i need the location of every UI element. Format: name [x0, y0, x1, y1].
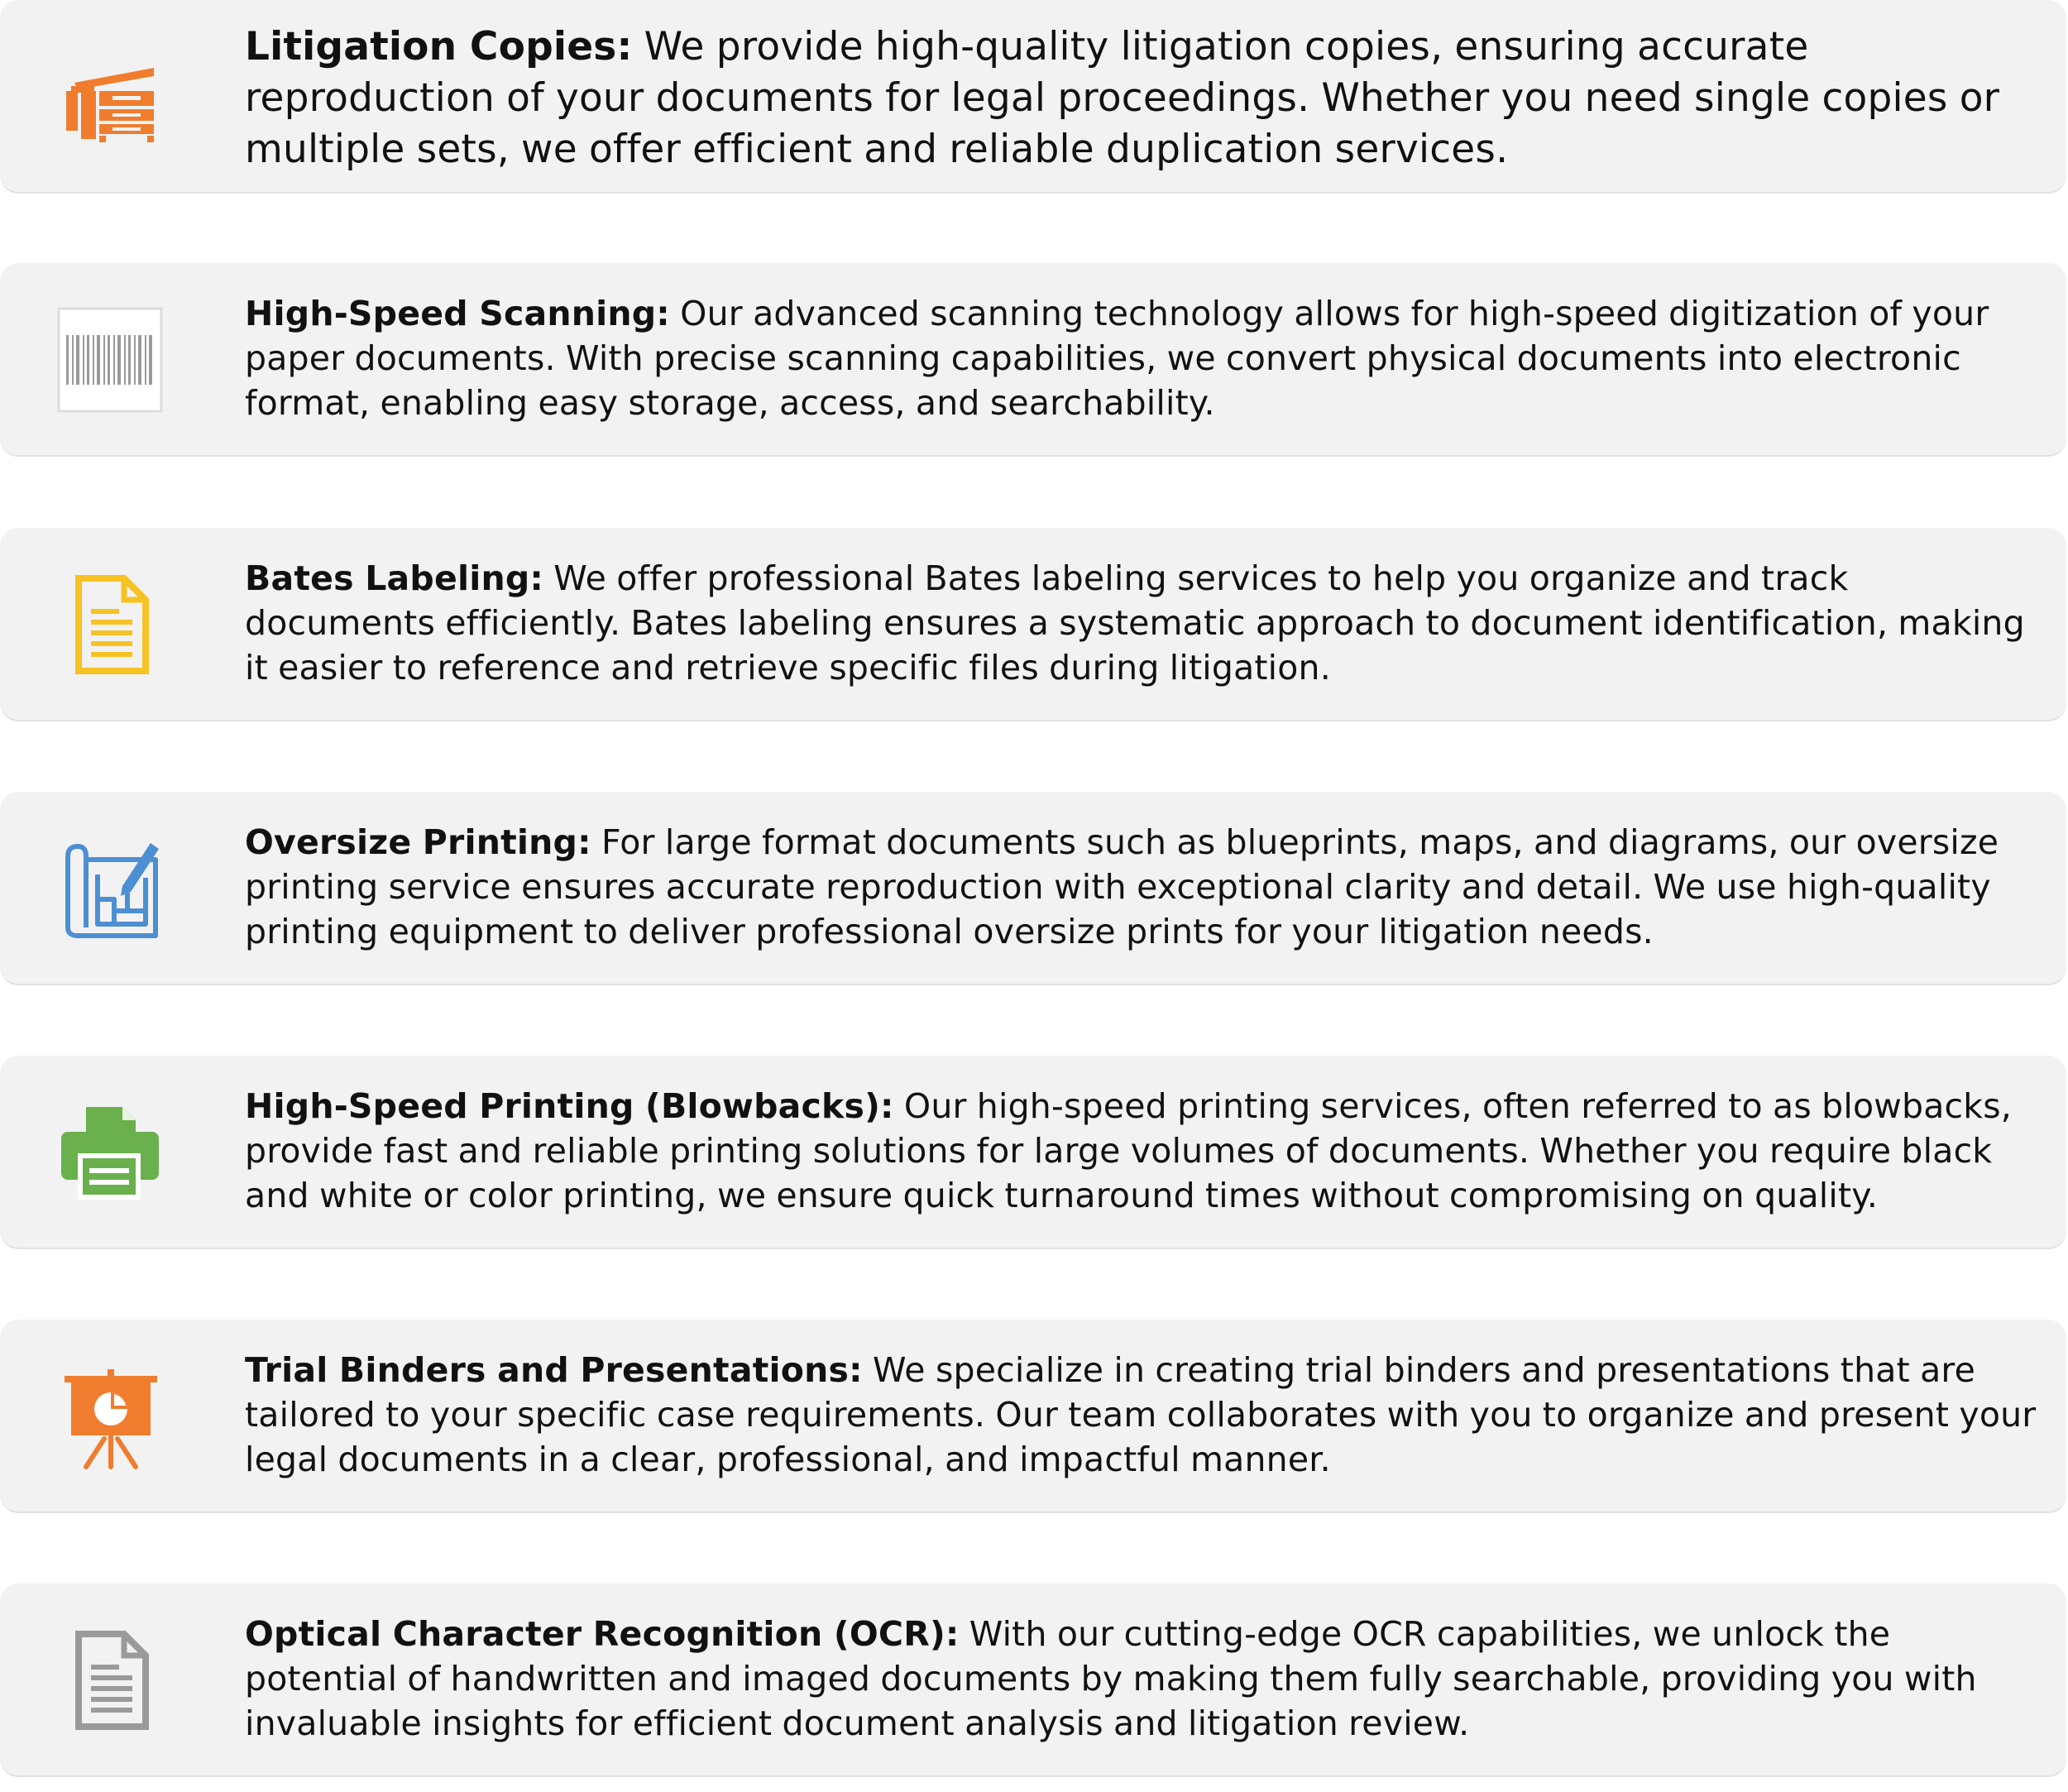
service-text — [245, 22, 2042, 175]
printer-icon — [56, 1099, 164, 1206]
service-title: Bates Labeling: — [245, 558, 543, 598]
text-file-icon — [56, 1627, 164, 1734]
service-title: High-Speed Scanning: — [245, 294, 670, 333]
service-card-bates-labeling — [0, 528, 2066, 721]
service-card-litigation-copies — [0, 0, 2066, 194]
service-card-high-speed-printing — [0, 1056, 2066, 1249]
blueprint-icon — [56, 835, 164, 942]
service-description: We offer professional Bates labeling services to help you organize and track documents efficiently. Bates labeling ensures a systematic approach to document identification, making it easier to reference and retrieve specific files during litigation. — [245, 558, 2025, 688]
service-description: Our high-speed printing services, often referred to as blowbacks, provide fast and reliable printing solutions for large volumes of documents. Whether you require black and white or color printing, we ensure quick turnaround times without compromising on quality. — [245, 1086, 2013, 1215]
service-description: We specialize in creating trial binders and presentations that are tailored to your specific case requirements. Our team collaborates with you to organize and present your legal documents in a clear, professional, and impactful manner. — [245, 1350, 2037, 1479]
presentation-icon — [56, 1363, 164, 1470]
service-text — [245, 291, 2042, 425]
service-text — [245, 820, 2042, 954]
copier-icon — [56, 43, 164, 151]
service-card-ocr — [0, 1584, 2066, 1777]
service-text — [245, 1612, 2042, 1746]
service-description: Our advanced scanning technology allows for high-speed digitization of your paper documents. With precise scanning capabilities, we convert physical documents into electronic format, enabling easy storage, access, and searchability. — [245, 294, 1989, 423]
service-description: We provide high-quality litigation copies, ensuring accurate reproduction of your documents for legal proceedings. Whether you need single copies or multiple sets, we offer efficient and reliable duplication services. — [245, 24, 2000, 172]
service-text — [245, 1084, 2042, 1218]
service-description: With our cutting-edge OCR capabilities, we unlock the potential of handwritten and imaged documents by making them fully searchable, providing you with invaluable insights for efficient document analysis and litigation review. — [245, 1614, 1977, 1743]
service-card-high-speed-scanning — [0, 263, 2066, 457]
service-title: Litigation Copies: — [245, 24, 633, 69]
service-card-oversize-printing — [0, 792, 2066, 985]
service-title: Optical Character Recognition (OCR): — [245, 1614, 960, 1654]
service-description: For large format documents such as blueprints, maps, and diagrams, our oversize printing service ensures accurate reproduction with exceptional clarity and detail. We use high-quality printing equipment to deliver professional oversize prints for your litigation needs. — [245, 822, 1999, 951]
service-title: Trial Binders and Presentations: — [245, 1350, 863, 1390]
service-text — [245, 1348, 2042, 1482]
barcode-icon — [56, 306, 164, 414]
service-title: Oversize Printing: — [245, 822, 591, 862]
document-icon — [56, 571, 164, 678]
service-title: High-Speed Printing (Blowbacks): — [245, 1086, 894, 1126]
service-text — [245, 556, 2042, 690]
service-card-trial-binders — [0, 1320, 2066, 1513]
